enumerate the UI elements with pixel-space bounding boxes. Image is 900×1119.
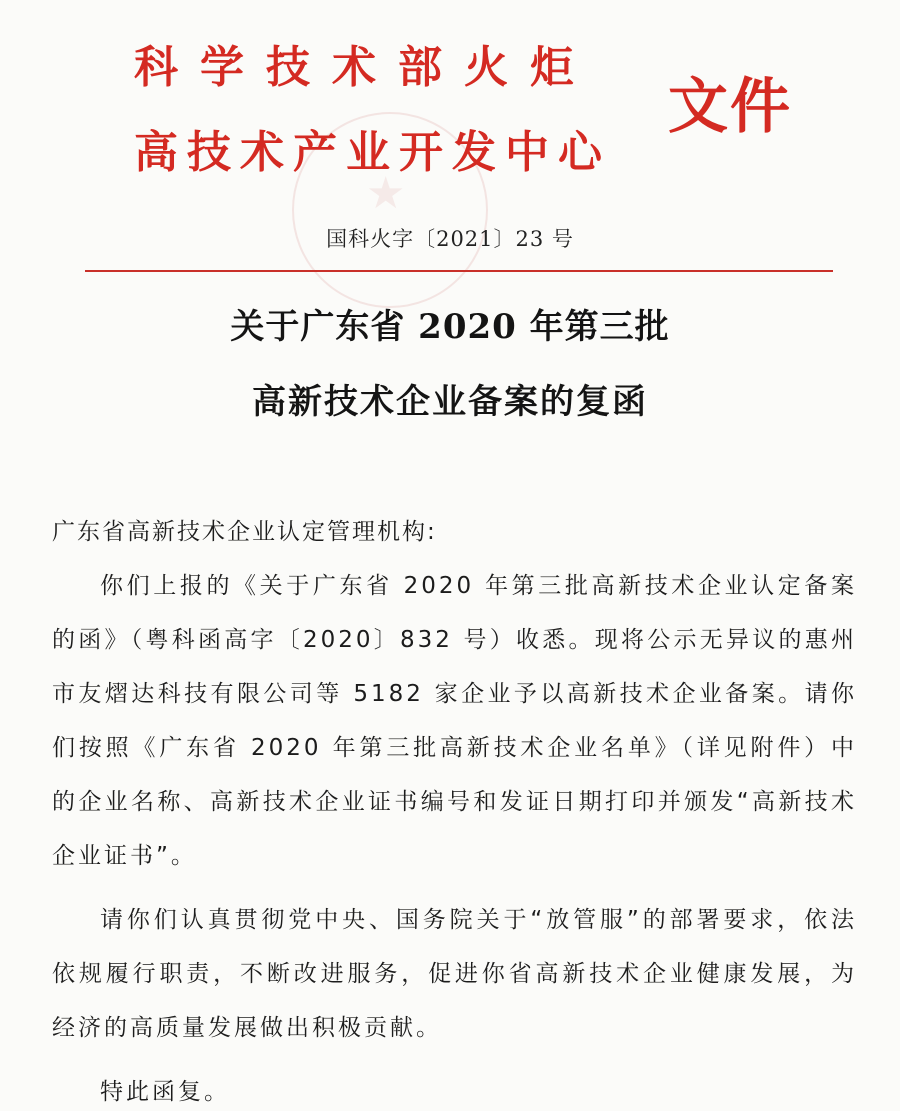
body-paragraph-2: 请你们认真贯彻党中央、国务院关于“放管服”的部署要求，依法依规履行职责，不断改进服务，促进你省高新技术企业健康发展，为经济的高质量发展做出积极贡献。 — [52, 907, 857, 1041]
letterhead-issuer-line2: 高技术产业开发中心 — [134, 127, 611, 178]
document-body — [52, 505, 857, 1119]
letterhead-issuer-line1: 科学技术部火炬 — [134, 42, 596, 93]
closing-line: 特此函复。 — [100, 1079, 230, 1105]
letterhead-doc-type: 文件 — [668, 72, 792, 142]
letterhead-divider — [85, 270, 833, 272]
salutation: 广东省高新技术企业认定管理机构: — [52, 519, 437, 545]
body-paragraph-1: 你们上报的《关于广东省 2020 年第三批高新技术企业认定备案的函》（粤科函高字〔2020〕832 号）收悉。现将公示无异议的惠州市友熠达科技有限公司等 5182 家企业予以高新技术企业备案。请你们按照《广东省 2020 年第三批高新技术企业名单》（详见附件）中的企业名称、高新技术企业证书编号和发证日期打印并颁发“高新技术企业证书”。 — [52, 573, 857, 869]
document-title-line2: 高新技术企业备案的复函 — [252, 382, 648, 422]
document-title-line1: 关于广东省 2020 年第三批 — [230, 307, 670, 347]
document-number: 国科火字〔2021〕23 号 — [326, 227, 574, 251]
seal-star-icon: ★ — [366, 168, 406, 219]
